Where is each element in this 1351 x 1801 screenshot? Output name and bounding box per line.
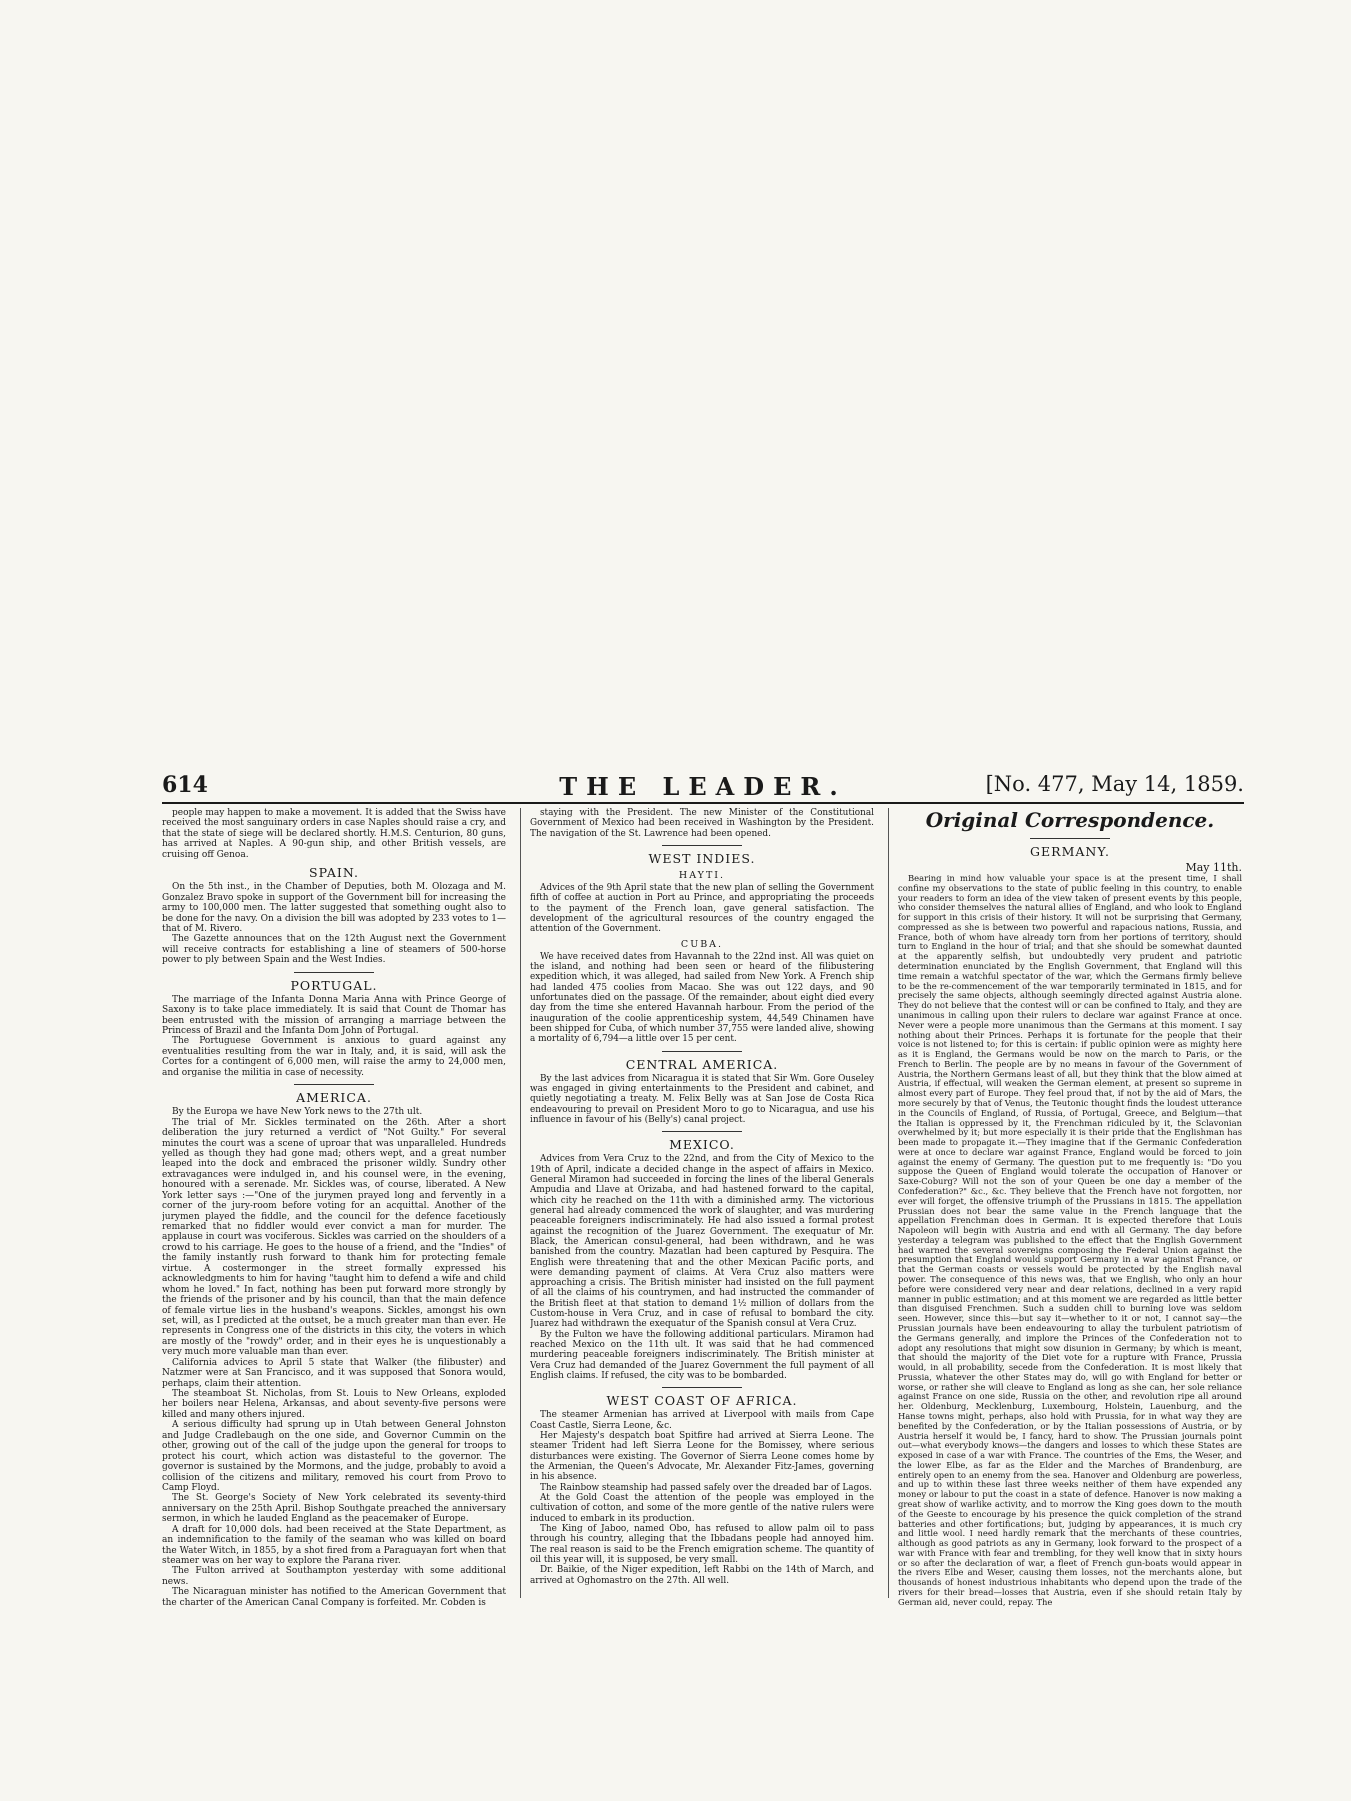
paragraph: The steamer Armenian has arrived at Liverpool with mails from Cape Coast Castle, Sierra Leone, &c. xyxy=(530,1410,874,1431)
sub-heading-hayti: HAYTI. xyxy=(678,869,726,881)
sub-heading-cuba: CUBA. xyxy=(680,938,724,950)
column-1 xyxy=(162,808,506,1608)
section-title-original-correspondence: Original Correspondence. xyxy=(925,808,1215,832)
paragraph: The Fulton arrived at Southampton yesterday with some additional news. xyxy=(162,1566,506,1587)
masthead: THE LEADER. xyxy=(559,772,847,801)
paragraph: The Portuguese Government is anxious to guard against any eventualities resulting from the war in Italy, and, it is said, will ask the Cortes for a contingent of 6,000 men, will raise the army to 24,000 men, and organise the militia in case of necessity. xyxy=(162,1036,506,1078)
section-divider xyxy=(662,845,742,846)
paragraph: people may happen to make a movement. It is added that the Swiss have received the most sanguinary orders in case Naples should raise a cry, and that the state of siege will be declared shortly. H.M.S. Centurion, 80 guns, has arrived at Naples. A 90-gun ship, and other British vessels, are cruising off Genoa. xyxy=(162,808,506,860)
paragraph: The Nicaraguan minister has notified to the American Government that the charter of the American Canal Company is forfeited. Mr. Cobden is xyxy=(162,1587,506,1608)
section-divider xyxy=(294,972,374,973)
paragraph: California advices to April 5 state that Walker (the filibuster) and Natzmer were at San Francisco, and it was supposed that Sonora would, perhaps, claim their attention. xyxy=(162,1357,506,1389)
paragraph: By the last advices from Nicaragua it is stated that Sir Wm. Gore Ouseley was engaged in giving entertainments to the President and cabinet, and quietly negotiating a treaty. M. Felix Belly was at San Jose de Costa Rica endeavouring to prevail on President Moro to go to Nicaragua, and use his influence in favour of his (Belly's) canal project. xyxy=(530,1073,874,1125)
paragraph: The St. George's Society of New York celebrated its seventy-third anniversary on the 25th April. Bishop Southgate preached the anniversary sermon, in which he lauded England as the peacemaker of Europe. xyxy=(162,1493,506,1525)
paragraph: The Rainbow steamship had passed safely over the dreaded bar of Lagos. xyxy=(540,1482,872,1493)
section-heading-spain: SPAIN. xyxy=(309,865,359,881)
paragraph: The marriage of the Infanta Donna Maria Anna with Prince George of Saxony is to take place immediately. It is said that Count de Thomar has been entrusted with the mission of arranging a marriage between the Princess of Brazil and the Infanta Dom John of Portugal. xyxy=(162,994,506,1036)
page-header xyxy=(162,772,1244,804)
column-3 xyxy=(898,808,1242,1608)
paragraph: The Gazette announces that on the 12th August next the Government will receive contracts for establishing a line of steamers of 500-horse power to ply between Spain and the West Indies. xyxy=(162,934,506,966)
paragraph: Her Majesty's despatch boat Spitfire had arrived at Sierra Leone. The steamer Trident had left Sierra Leone for the Bomissey, where serious disturbances were existing. The Governor of Sierra Leone comes home by the Armenian, the Queen's Advocate, Mr. Alexander Fitz-James, governing in his absence. xyxy=(530,1431,874,1483)
paragraph: By the Fulton we have the following additional particulars. Miramon had reached Mexico on the 11th ult. It was said that he had commenced murdering peaceable foreigners indiscriminately. The British minister at Vera Cruz had demanded of the Juarez Government the full payment of all English claims. If refused, the city was to be bombarded. xyxy=(530,1329,874,1382)
issue-info: [No. 477, May 14, 1859. xyxy=(985,772,1244,796)
section-heading-portugal: PORTUGAL. xyxy=(290,977,378,993)
column-2 xyxy=(530,808,874,1608)
column-rule xyxy=(888,808,889,1598)
section-divider xyxy=(1030,838,1110,839)
section-heading-mexico: MEXICO. xyxy=(669,1137,735,1153)
paragraph: The King of Jaboo, named Obo, has refused to allow palm oil to pass through his country, alleging that the Ibbadans people had annoyed him. The real reason is said to be the French emigration scheme. The quantity of oil this year will, it is supposed, be very small. xyxy=(530,1524,874,1566)
paragraph: Advices of the 9th April state that the new plan of selling the Government fifth of coffee at auction in Port au Prince, and appropriating the proceeds to the payment of the French loan, gave general satisfaction. The development of the agricultural resources of the country engaged the attention of the Government. xyxy=(530,882,874,935)
paragraph: We have received dates from Havannah to the 22nd inst. All was quiet on the island, and nothing had been seen or heard of the filibustering expedition which, it was alleged, had sailed from New York. A French ship had landed 475 coolies from Macao. She was out 122 days, and 90 unfortunates died on the passage. Of the remainder, about eight died every day from the time she entered Havannah harbour. From the period of the inauguration of the coolie apprenticeship system, 44,549 Chinamen have been shipped for Cuba, of which number 37,755 were landed alive, showing a mortality of 6,794—a little over 15 per cent. xyxy=(530,951,874,1045)
section-heading-west-indies: WEST INDIES. xyxy=(648,850,756,866)
paragraph: The steamboat St. Nicholas, from St. Louis to New Orleans, exploded her boilers near Helena, Arkansas, and about seventy-five persons were killed and many others injured. xyxy=(162,1389,506,1420)
paragraph: Advices from Vera Cruz to the 22nd, and from the City of Mexico to the 19th of April, indicate a decided change in the aspect of affairs in Mexico. General Miramon had succeeded in forcing the lines of the liberal Generals Ampudia and Llave at Orizaba, and had hastened forward to the capital, which city he reached on the 11th with a diminished army. The victorious general had already commenced the work of slaughter, and was murdering peaceable foreigners indiscriminately. He had also issued a formal protest against the recognition of the Juarez Government. The exequatur of Mr. Black, the American consul-general, had been withdrawn, and he was banished from the country. Mazatlan had been captured by Pesquira. The English were threatening that and the other Mexican Pacific ports, and were demanding payment of claims. At Vera Cruz also matters were approaching a crisis. The British minister had insisted on the full payment of all the claims of his countrymen, and had instructed the commander of the British fleet at that station to demand 1½ million of dollars from the Custom-house in Vera Cruz, and in case of refusal to bombard the city. Juarez had withdrawn the exequatur of the Spanish consul at Vera Cruz. xyxy=(530,1154,874,1330)
paragraph: On the 5th inst., in the Chamber of Deputies, both M. Olozaga and M. Gonzalez Bravo spoke in support of the Government bill for increasing the army to 100,000 men. The latter suggested that something ought also to be done for the navy. On a division the bill was adopted by 233 votes to 1—that of M. Rivero. xyxy=(162,882,506,934)
section-divider xyxy=(662,1387,742,1388)
page-number: 614 xyxy=(162,772,208,798)
section-heading-germany: GERMANY. xyxy=(1030,844,1110,859)
column-rule xyxy=(520,808,521,1598)
section-divider xyxy=(294,1084,374,1085)
section-divider xyxy=(662,1051,742,1052)
paragraph: A draft for 10,000 dols. had been received at the State Department, as an indemnification to the family of the seaman who was killed on board the Water Witch, in 1855, by a shot fired from a Paraguayan fort when that steamer was on her way to explore the Parana river. xyxy=(162,1524,506,1566)
section-heading-central-america: CENTRAL AMERICA. xyxy=(625,1056,779,1072)
paragraph: A serious difficulty had sprung up in Utah between General Johnston and Judge Cradlebaugh on the one side, and Governor Cummin on the other, growing out of the call of the judge upon the general for troops to protect his court, which action was distasteful to the governor. The governor is sustained by the Mormons, and the judge, probably to avoid a collision of the citizens and military, removed his court from Provo to Camp Floyd. xyxy=(162,1420,506,1493)
paragraph: staying with the President. The new Minister of the Constitutional Government of Mexico had been received in Washington by the President. The navigation of the St. Lawrence had been opened. xyxy=(530,808,874,839)
paragraph: Dr. Baikie, of the Niger expedition, left Rabbi on the 14th of March, and arrived at Oghomastro on the 27th. All well. xyxy=(530,1565,874,1586)
dateline: May 11th. xyxy=(1185,861,1242,874)
paragraph: Bearing in mind how valuable your space is at the present time, I shall confine my observations to the state of public feeling in this country, to enable your readers to form an idea of the view taken of present events by this people, who consider themselves the natural allies of England, and who look to England for support in this crisis of their history. It will not be surprising that Germany, compressed as she is between two powerful and rapacious nations, Russia, and France, both of whom have already torn from her portions of territory, should turn to England in the hour of trial; and that she should be somewhat daunted at the apparently selfish, but undoubtedly very prudent and patriotic determination enunciated by the English Government, that England will this time remain a watchful spectator of the war, which the Germans firmly believe to be the re-commencement of the war temporarily terminated in 1815, and for precisely the same objects, although seemingly directed against Austria alone. They do not believe that the contest will or can be confined to Italy, and they are unanimous in calling upon their rulers to declare war against France at once. Never were a people more unanimous than the Germans at this moment. I say nothing about their Princes. Perhaps it is fortunate for the people that their voice is not listened to; for this is certain: if public opinion were as mighty here as it is England, the Germans would be now on the march to Paris, or the French to Berlin. The people are by no means in favour of the Government of Austria, the Northern Germans least of all, but they think that the blow aimed at Austria, if effectual, will weaken the German element, at present so supreme in almost every part of Europe. They feel proud that, if not by the aid of Mars, the more securely by that of Venus, the Teutonic thought finds the loudest utterance in the Councils of England, of Russia, of Portugal, Greece, and Belgium—that the Italian is oppressed by it, the Frenchman ridiculed by it, the Sclavonian overwhelmed by it; but more especially it is their pride that the Englishman has been made to propagate it.—They imagine that if the Germanic Confederation were at once to declare war against France, England would be forced to join against the enemy of Germany. The question put to me frequently is: "Do you suppose the Queen of England would tolerate the occupation of Hanover or Saxe-Coburg? Will not the son of your Queen be one day a member of the Confederation?" &c., &c. They believe that the French have not forgotten, nor ever will forget, the offensive triumph of the Prussians in 1815. The appellation Prussian does not bear the same value in the French language that the appellation Frenchman does in German. It is expected therefore that Louis Napoleon will begin with Austria and end with all Germany. The day before yesterday a telegram was published to the effect that the English Government had warned the several sovereigns composing the Federal Union against the presumption that England would support Germany in a war against France, or that the German coasts or vessels would be protected by the English naval power. The consequence of this news was, that we English, who only an hour before were considered very near and dear relations, declined in a very rapid manner in public estimation; and at this moment we are regarded as little better than disguised Frenchmen. Such a sudden chill to burning love was seldom seen. However, since this—but say it—whether to it or not, I cannot say—the Prussian journals have been endeavouring to allay the turbulent patriotism of the Germans generally, and implore the Princes of the Confederation not to adopt any resolutions that might sow disunion in Germany; by which is meant, that should the majority of the Diet vote for a rupture with France, Prussia would, in all probability, secede from the Confederation. It is most likely that Prussia, whatever the other States may do, will go with England for better or worse, or rather she will cleave to England as long as she can, her sole reliance against France on one side, Russia on the other, and revolution ripe all around her. Oldenburg, Mecklenburg, Luxembourg, Holstein, Lauenburg, and the Hanse towns might, perhaps, also hold with Prussia, for in what way they are benefited by the Confederation, or by the Italian possessions of Austria, or by Austria herself it would be, I fancy, hard to show. The Prussian journals point out—what everybody knows—the dangers and losses to which these States are exposed in case of a war with France. The countries of the Ems, the Weser, and the lower Elbe, as far as the Elder and the Marches of Brandenburg, are entirely open to an enemy from the sea. Hanover and Oldenburg are powerless, and up to within these last three weeks neither of them have expended any money or labour to put the coast in a state of defence. Hanover is now making a great show of warlike activity, and to morrow the King goes down to the mouth of the Geeste to encourage by his presence the quick completion of the strand batteries and other fortifications; but, judging by appearances, it is much cry and little wool. I need hardly remark that the merchants of these countries, although as good patriots as any in Germany, look forward to the prospect of a war with France with fear and trembling, for they well know that in sixty hours or so after the declaration of war, a fleet of French gun-boats would appear in the rivers Elbe and Weser, causing them losses, not the merchants alone, but thousands of honest industrious inhabitants who depend upon the trade of the rivers for their bread—losses that Austria, even if she should retain Italy by German aid, never could, repay. The xyxy=(898,873,1242,1607)
section-heading-west-coast-of-africa: WEST COAST OF AFRICA. xyxy=(606,1393,798,1409)
paragraph: The trial of Mr. Sickles terminated on the 26th. After a short deliberation the jury returned a verdict of "Not Guilty." For several minutes the court was a scene of uproar that was unparalleled. Hundreds yelled as though they had gone mad; others wept, and a great number leaped into the dock and embraced the prisoner wildly. Sundry other extravagances were indulged in, and his counsel were, in the evening, honoured with a serenade. Mr. Sickles was, of course, liberated. A New York letter says :—"One of the jurymen prayed long and fervently in a corner of the jury-room before voting for an acquittal. Another of the jurymen played the fiddle, and the council for the defence facetiously remarked that no fiddler would ever convict a man for murder. The applause in court was vociferous. Sickles was carried on the shoulders of a crowd to his carriage. He goes to the house of a friend, and the "Indies" of the family instantly rush forward to thank him for protecting female virtue. A costermonger in the street formally expressed his acknowledgments to him for having "taught him to defend a wife and child whom he loved." In fact, nothing has been put forward more strongly by the friends of the prisoner and by his council, than that the main defence of female virtue lies in the husband's weapons. Sickles, amongst his own set, will, as I predicted at the outset, be a much greater man than ever. He represents in Congress one of the districts in this city, the voters in which are mostly of the "rowdy" order, and in their eyes he is unquestionably a very much more valuable man than ever. xyxy=(162,1117,506,1358)
section-divider xyxy=(662,1131,742,1132)
paragraph: At the Gold Coast the attention of the people was employed in the cultivation of cotton, and some of the more gentle of the native rulers were induced to embark in its production. xyxy=(530,1493,874,1524)
paragraph: By the Europa we have New York news to the 27th ult. xyxy=(172,1107,423,1118)
section-heading-america: AMERICA. xyxy=(296,1090,372,1106)
